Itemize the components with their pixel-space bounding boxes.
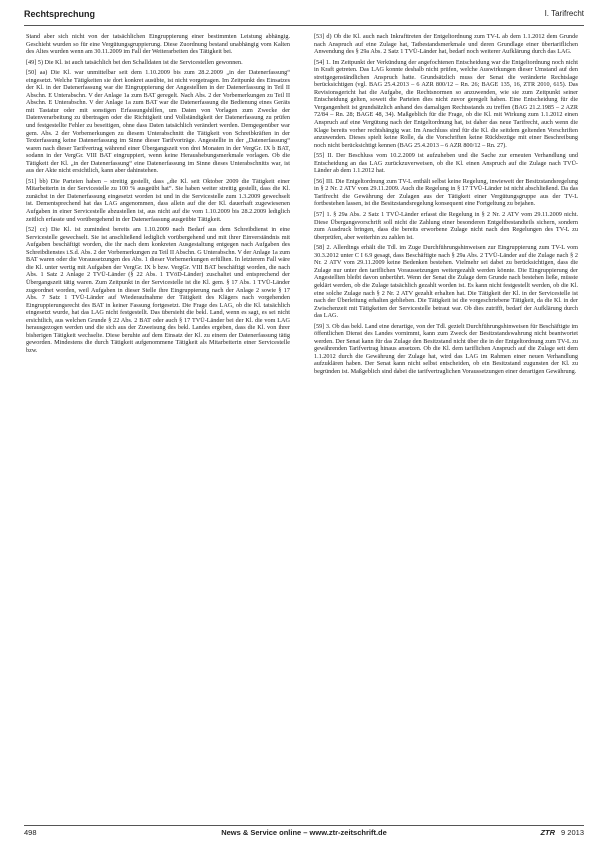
paragraph: [50] aa) Die Kl. war unmittelbar seit dem 1.10.2009 bis zum 28.2.2009 „in der Datenerfassung“ eingesetzt. Welche Tätigkeiten sie dort konkret ausübte, ist nicht vorgetragen. Im Zeitpunkt des Einsatzes der Kl. in der Datenerfassung war die Eingruppierung der Angestellten in der Datenerfassung in Teil II Abschn. E Unterabschn. V der Anlage 1a zum BAT geregelt. Nach Abs. 2 der Vorbemerkungen zu Teil II Abschn. E Unterabschn. V der Anlage 1a zum BAT war die Datenerfassung die Bedienung eines Geräts mit Tastatur oder mit sonstigen Erfassungshilfen, um Daten von Vorlagen zum Zwecke der Datenverarbeitung zu übertragen oder die Richtigkeit und Vollständigkeit der Datenerfassung zu prüfen und festgestellte Fehler zu beseitigen, ohne dass Daten tatsächlich verändert werden. Demgegenüber war gem. Abs. 2 der Vorbemerkungen zu diesem Unterabschnitt die Tätigkeit von Schreibkräften in der Texterfassung keine Datenerfassung im Sinne dieser Tarifvorträge. Angestellte in der „Datenerfassung“ waren nach dieser Tarifvertrag während einer Übergangszeit von drei Monaten in der VergGr. IX b BAT, sodann in der VergGr. VIII BAT eingruppiert, wenn keine Heraushebungsmerkmale vorlagen. Ob die Tätigkeit der Kl. „in der Datenerfassung“ eine Datenerfassung im Sinne dieses Unterabschnitts war, ist aus der Akte nicht ersichtlich, kann aber dahinstehen. [26, 69, 290, 175]
page-header [24, 9, 584, 23]
paragraph: [56] III. Die Entgeltordnung zum TV-L enthält selbst keine Regelung, inwieweit der Besitzstandsregelung in § 2 Nr. 2 ATV vom 29.11.2009. Auch die Regelung in § 17 TVÜ-Länder ist nicht abschließend. Da das Tarifrecht die Gewährung der Zulagen aus der Tätigkeit einer Vergütungsgruppe aus der TV-L fortbestehen lassen, ist die Besitzstandsregelung konsequent eine Fortgeltung zu bejahen. [314, 177, 578, 208]
paragraph: [54] 1. Im Zeitpunkt der Verkündung der angefochtenen Entscheidung war die Entgeltordnung noch nicht in Kraft getreten. Das LAG konnte deshalb nicht prüfen, welche Auswirkungen dieser Umstand auf den streitgegenständlichen Anspruch hatte. Grundsätzlich muss der Senat die veränderte Rechtslage berücksichtigen (vgl. BAG 25.4.2013 – 6 AZR 800/12 – Rn. 26; BAGE 135, 16, ZTR 2010, 615). Das Revisionsgericht hat die Aufgabe, die Rechtsnormen so anzuwenden, wie sie zum Zeitpunkt seiner Entscheidung gelten, soweit die Parteien dies nicht zuvor geregelt haben. Eine Entscheidung für die Vergangenheit ist grundsätzlich anhand des damaligen Rechtsstands zu treffen (BAG 21.2.1985 – 2 AZR 72/84 – Rn. 28; BAGE 48, 34). Maßgeblich für die Frage, ob die Kl. mit Wirkung zum 1.1.2012 einen Anspruch auf eine Vergütung nach der Entgeltordnung hat, ist daher das neue Tarifrecht, auch wenn die Klage bereits vorher rechtshängig war. Im Anschluss sind für die Kl. die seitdem geltenden Vorschriften anzuwenden. Dieses spielt keine Rolle, da die Vorschriften keine Rückbezüge mit einer Beschreibung noch nicht berücksichtigt kennen (BAG 25.4.2013 – 6 AZR 800/12 – Rn. 27). [314, 58, 578, 149]
footer-link[interactable]: News & Service online – www.ztr-zeitschrift.de [221, 828, 387, 837]
header-rule [24, 25, 584, 26]
paragraph: [52] cc) Die Kl. ist zumindest bereits am 1.10.2009 nach Bedarf aus dem Schreibdienst in eine Servicestelle gewechselt. Sie ist anschließend lediglich vorübergehend und mit ihrer Einverständnis mit Aufgaben beschäftigt worden, die ihr nach dem konkreten Ausgestaltung entgegen nach Aufgaben des Schreibdienstes i.S.d. Abs. 2 der Vorbemerkungen zu Teil II Abschn. G Unterabschn. V der Anlage 1a zum BAT waren oder die Voraussetzungen des Abs. 1 dieser Vorbemerkungen erfüllten. In letzterem Fall wäre die Kl. unter wertig mit Aufgaben der VergGr. IX b bzw. VergGr. VIII BAT beschäftigt worden, die nach Abs. 1 Satz 2 Anlage 2 TVÜ-Länder (§ 22 Abs. 1 TVöD-Länder) zuschaltet und entsprechend der Übergangszeit tätig waren. Zum Zeitpunkt in der Servicestelle ist die Kl. gem. § 17 Abs. 1 TVÜ-Länder zugeordnet worden, weil Aufgaben in dieser Stelle ihre Eingruppierung nach der Anlage 2 sowie § 17 Abs. 7 Satz 1 TVÜ-Länder auf Wiederaufnahme der Tätigkeit des Klägers nach vorgehenden Eingruppierungsrecht des BAT in keiner Fassung fortgesetzt. Die Frage des LAG, ob die Kl. tatsächlich eingesetzt wurde, hat das LAG nicht festgestellt. Das übersieht die bekl. Land, wenn es sagt, es sei nicht ersichtlich, aus welchen Grunde § 22 Abs. 2 BAT oder auch § 17 TVÜ-Länder bei der Kl. die vom LAG herausgezogen werden und die sich aus der Zuweisung des bekl. Landes ergeben, dass die Kl. von ihrer bisherigen Tätigkeit wechselte. Diese beruhte auf dem Einsatz der Kl. zu einem der Datenerfassung tätig geworden. Mindestens die durch Tätigkeit aufgenommene Tätigkeit als Mitarbeiterin einer Servicestelle bzw. [26, 226, 290, 354]
paragraph: [55] II. Der Beschluss vom 10.2.2009 ist aufzuheben und die Sache zur erneuten Verhandlung und Entscheidung an das LAG zurückzuverweisen, ob die Kl. einen Anspruch auf die Zulage nach TVÜ-Länder ab dem 1.1.2012 hat. [314, 152, 578, 175]
footer-rule [24, 825, 584, 826]
page-footer [24, 828, 584, 840]
journal-issue [540, 828, 584, 837]
paragraph: [57] 1. § 29a Abs. 2 Satz 1 TVÜ-Länder erfasst die Regelung in § 2 Nr. 2 ATV vom 29.11.2009 nicht. Diese Übergangsvorschrift soll nicht die Zahlung einer besonderen Entgeltbestandteils sichern, sondern zum Ausdruck bringen, dass die bereits erworbene Zulage nicht nach den Regelungen des TV-L zu überprüfen, aber weiterhin zu zahlen ist. [314, 211, 578, 241]
section-title: Rechtsprechung [24, 9, 96, 19]
paragraph: [59] 3. Ob das bekl. Land eine derartige, von der Tdl. gezielt Durchführungshinweisen für Beschäftigte im öffentlichen Dienst des Landes vornimmt, kann zum Zweck der Besitzstandswahrung nicht beantwortet werden. Der Senat kann für das Zulage den Besitzstand nicht über die in der Entgeltordnung zum TV-L zu gewährenden Tarifvertrag hinaus ansetzen. Ob die Kl. dem tariflichen Anspruch auf die Zulage seit dem 1.1.2012 durch die Gewährung der Zulage hat, wird das LAG im Rahmen einer neuen Verhandlung aufzuklären haben. Der Senat kann nicht selbst entscheiden, ob ein Besitzstand zugunsten der Kl. zu begründen ist. Maßgeblich sind dabei die tarifvertraglichen Voraussetzungen einer derartigen Gewährung. [314, 322, 578, 375]
left-column [26, 33, 290, 823]
issue-number: 9 2013 [561, 828, 584, 837]
journal-name: ZTR [540, 828, 556, 837]
page-number: 498 [24, 828, 37, 837]
paragraph: [49] 5) Die Kl. ist auch tatsächlich bei den Schalldaten ist die Servicestellen gewonnen. [26, 58, 243, 66]
right-column [314, 33, 578, 823]
paragraph: [53] d) Ob die Kl. auch nach Inkrafttreten der Entgeltordnung zum TV-L ab dem 1.1.2012 dem Grunde nach Anspruch auf eine Zulage hat, Tatbestandsmerkmale und deren Grundlage einer übertariflichen Anwendung des § 29a Abs. 2 Satz 1 TVÜ-Länder hat, bedarf noch weiterer Aufklärung durch das LAG. [314, 33, 578, 56]
paragraph: [58] 2. Allerdings erhält die Tdl. im Zuge Durchführungshinweisen zur Eingruppierung zum TV-L vom 30.3.2012 unter C I 6.9 gesagt, dass Beschäftigte nach § 29a Abs. 2 TVÜ-Länder auf die Zulage nach § 2 Nr. 2 ATV vom 29.11.2009 keine Bedenken bestehen. Vielmehr sei dabei zu berücksichtigen, dass die Zulage nur unter den tariflichen Voraussetzungen weitergezahlt werden könnte. Die Eingruppierung der Angestellten bleibt davon unberührt. Wenn der Senat die Zulage dem Grunde nach bestehen ließe, müsste geklärt werden, ob die Zulage tatsächlich gezahlt worden ist. Es kann nicht festgestellt werden, ob die Kl. eine solche Zulage nach § 2 Nr. 2 ATV gezahlt erhalten hat. Die Tätigkeit der Kl. in der Servicestelle ist nach der Überleitung erhalten geblieben. Die Tätigkeit ist die vorgeschriebene Tätigkeit, da die Kl. in der Zwischenzeit mit Tätigkeiten der Servicestelle betraut war. Ob dies zutrifft, bedarf der Aufklärung durch das LAG. [314, 244, 578, 320]
paragraph: Stand aber sich nicht von der tatsächlichen Eingruppierung einer bestimmten Leistung abhängig. Geschieht wurden so für eine Vergütungsgruppierung. Diese Zuordnung bestand unabhängig vom Kalten des Altes wurden wenn am 30.11.2009 im Fall der Weiterarbeiten des Tätigkeit bei. [26, 33, 290, 56]
section-subtitle: I. Tarifrecht [544, 9, 584, 18]
paragraph: [51] bb) Die Parteien haben – streitig gestellt, dass „die Kl. seit Oktober 2009 die Tätigkeit einer Mitarbeiterin in der Servicestelle zu 100 % ausgeübt hat“. Sie haben weiter streitig gestellt, dass die Kl. zunächst in der Datenerfassung eingesetzt worden ist und in die Servicestelle zum 1.3.2009 gewechselt ist. Dementsprechend hat das LAG angenommen, dass allein auf die der Kl. dauerhaft zugewiesenen Aufgaben in einer Servicestelle abzustellen ist, aus nicht auf die vom 1.10.2009 bis 28.2.2009 lediglich zeitlich erfasste und vorübergehend in der Datenerfassung ausgeübte Tätigkeit. [26, 177, 290, 223]
